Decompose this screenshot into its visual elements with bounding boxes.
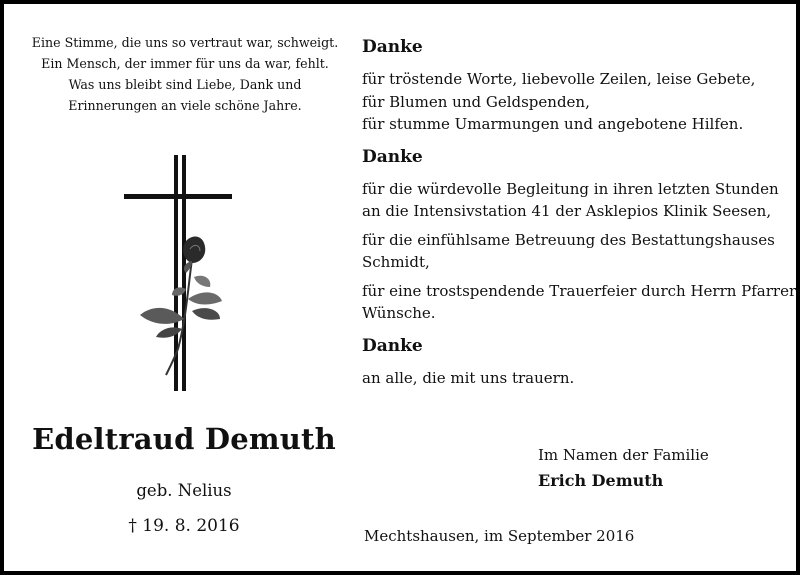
- signature-name: Erich Demuth: [538, 471, 664, 490]
- deceased-name: Edeltraud Demuth: [32, 422, 336, 456]
- thanks-section: [362, 34, 797, 389]
- thanks-line: für tröstende Worte, liebevolle Zeilen, leise Gebete,: [362, 70, 756, 88]
- danke-heading: Danke: [362, 335, 423, 356]
- death-date: † 19. 8. 2016: [128, 516, 240, 536]
- place-date: Mechtshausen, im September 2016: [364, 527, 635, 545]
- thanks-line: für die einfühlsame Betreuung des Bestattungshauses: [362, 230, 775, 249]
- cross-with-rose-illustration: [122, 149, 242, 399]
- poem-line: Ein Mensch, der immer für uns da war, fehlt.: [41, 56, 329, 71]
- cross-icon: [124, 155, 232, 391]
- thanks-line: für eine trostspendende Trauerfeier durch Herrn Pfarrer: [362, 281, 797, 300]
- rose-icon: [140, 237, 222, 375]
- thanks-line: für Blumen und Geldspenden,: [362, 92, 590, 111]
- danke-heading: Danke: [362, 146, 423, 167]
- thanks-line: an alle, die mit uns trauern.: [362, 368, 575, 387]
- signature-intro: Im Namen der Familie: [538, 446, 709, 464]
- maiden-name: geb. Nelius: [136, 481, 232, 500]
- poem-line: Erinnerungen an viele schöne Jahre.: [68, 98, 302, 113]
- thanks-line: für die würdevolle Begleitung in ihren letzten Stunden: [362, 179, 779, 198]
- poem-line: Eine Stimme, die uns so vertraut war, schweigt.: [31, 35, 339, 50]
- poem-line: Was uns bleibt sind Liebe, Dank und: [68, 77, 302, 92]
- thanks-line: an die Intensivstation 41 der Asklepios Klinik Seesen,: [362, 202, 772, 220]
- poem: [20, 32, 350, 116]
- thanks-line: Wünsche.: [362, 304, 436, 322]
- thanks-line: für stumme Umarmungen und angebotene Hilfen.: [362, 115, 744, 133]
- obituary-card: [4, 4, 796, 571]
- signature-block: [538, 442, 709, 494]
- thanks-line: Schmidt,: [362, 253, 430, 271]
- danke-heading: Danke: [362, 37, 423, 57]
